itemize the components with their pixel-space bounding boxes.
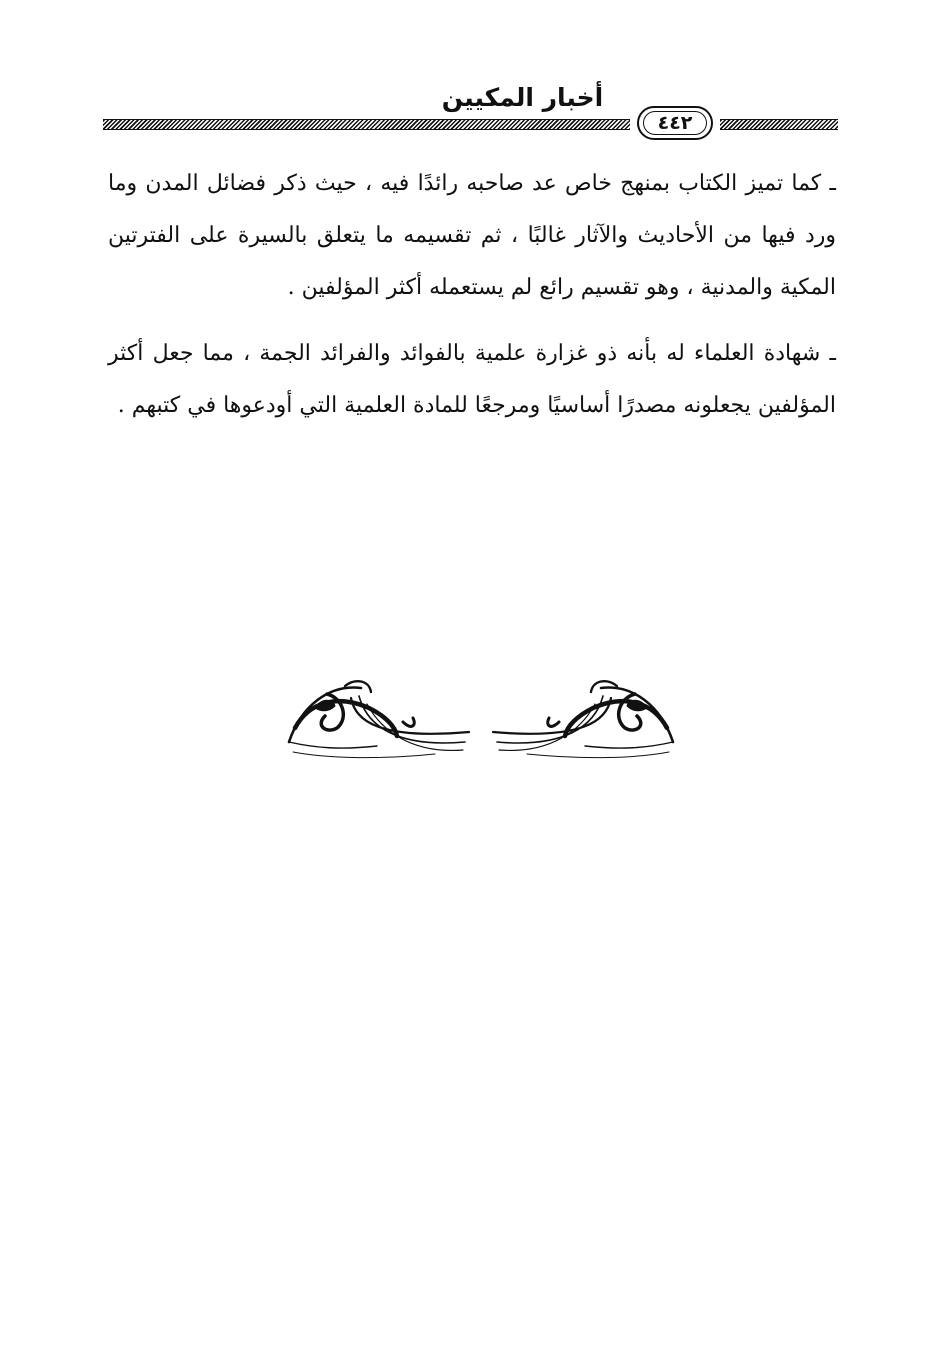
page-number-badge bbox=[637, 106, 713, 140]
running-title: أخبار المكيين bbox=[441, 83, 604, 112]
header-rule-right bbox=[720, 119, 838, 130]
body-text bbox=[108, 158, 836, 432]
paragraph-1: ـ كما تميز الكتاب بمنهج خاص عد صاحبه رائدًا فيه ، حيث ذكر فضائل المدن وما ورد فيها من الأحاديث والآثار غالبًا ، ثم تقسيمه ما يتعلق بالسيرة على الفترتين المكية والمدنية ، وهو تقسيم رائع لم يستعمله أكثر المؤلفين . bbox=[108, 171, 836, 300]
floral-flourish-ornament-icon bbox=[285, 668, 677, 760]
page-number: ٤٤٢ bbox=[657, 111, 693, 134]
paragraph-2: ـ شهادة العلماء له بأنه ذو غزارة علمية بالفوائد والفرائد الجمة ، مما جعل أكثر المؤلفين يجعلونه مصدرًا أساسيًا ومرجعًا للمادة العلمية التي أودعوها في كتبهم . bbox=[108, 341, 836, 418]
header-rule-left bbox=[103, 119, 630, 130]
